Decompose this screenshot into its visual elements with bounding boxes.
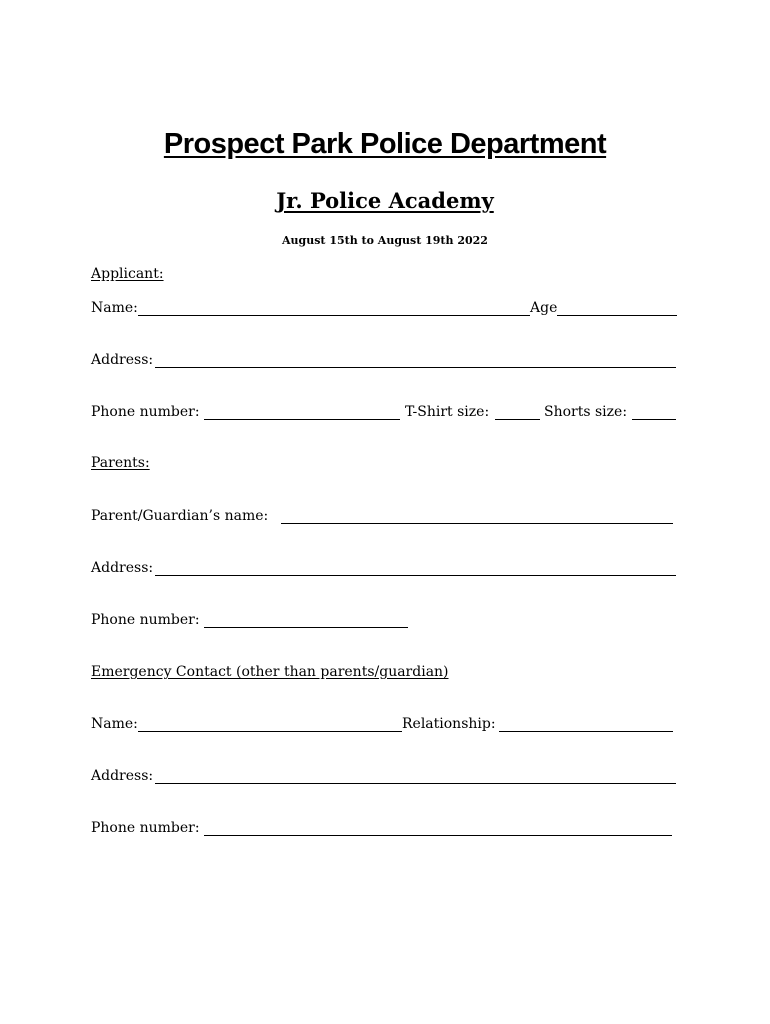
shorts-size-label: Shorts size: (544, 404, 628, 420)
applicant-name-field[interactable] (138, 315, 530, 316)
applicant-address-label: Address: (91, 352, 154, 368)
emergency-address-label: Address: (91, 768, 154, 784)
guardian-name-label: Parent/Guardian’s name: (91, 508, 269, 524)
applicant-phone-label: Phone number: (91, 404, 200, 420)
tshirt-size-label: T-Shirt size: (405, 404, 490, 420)
emergency-name-label: Name: (91, 716, 138, 732)
tshirt-size-field[interactable] (495, 419, 540, 420)
guardian-name-field[interactable] (281, 523, 673, 524)
emergency-name-field[interactable] (138, 731, 402, 732)
form-title: Prospect Park Police Department (163, 128, 607, 160)
emergency-address-row (91, 768, 677, 788)
relationship-label: Relationship: (402, 716, 496, 732)
form-subtitle: Jr. Police Academy (276, 188, 494, 213)
applicant-age-label: Age (530, 300, 558, 316)
event-dates: August 15th to August 19th 2022 (282, 234, 488, 247)
emergency-phone-field[interactable] (204, 835, 672, 836)
parents-heading: Parents: (91, 455, 150, 471)
parents-address-field[interactable] (155, 575, 676, 576)
emergency-phone-row (91, 820, 677, 840)
parents-phone-row (91, 612, 677, 632)
shorts-size-field[interactable] (632, 419, 676, 420)
applicant-heading: Applicant: (91, 266, 164, 282)
parents-phone-field[interactable] (204, 627, 408, 628)
applicant-name-row (91, 300, 677, 320)
parents-address-label: Address: (91, 560, 154, 576)
emergency-heading: Emergency Contact (other than parents/guardian) (91, 664, 449, 680)
emergency-phone-label: Phone number: (91, 820, 200, 836)
applicant-address-field[interactable] (155, 367, 676, 368)
applicant-name-label: Name: (91, 300, 138, 316)
guardian-name-row (91, 508, 677, 528)
applicant-age-field[interactable] (557, 315, 677, 316)
applicant-phone-row (91, 404, 677, 424)
applicant-phone-field[interactable] (204, 419, 400, 420)
applicant-address-row (91, 352, 677, 372)
relationship-field[interactable] (499, 731, 673, 732)
emergency-name-row (91, 716, 677, 736)
emergency-address-field[interactable] (155, 783, 676, 784)
parents-address-row (91, 560, 677, 580)
parents-phone-label: Phone number: (91, 612, 200, 628)
